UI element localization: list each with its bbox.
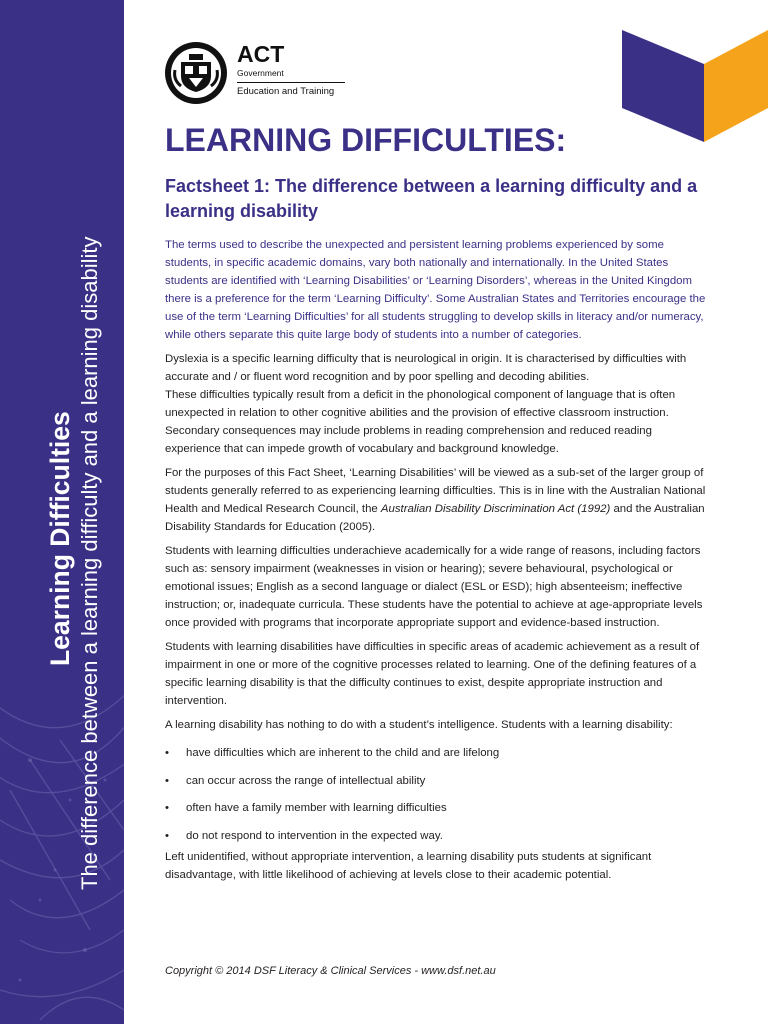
act-government-logo [163,40,353,106]
dyslexia-paragraph [165,350,710,386]
list-item-text: do not respond to intervention in the expected way. [186,829,443,842]
sidebar-title: Learning Difficulties [45,411,75,666]
characteristics-list [165,744,710,845]
conclusion-paragraph: Left unidentified, without appropriate intervention, a learning disability puts students at significant disadvantage, with little likelihood of achieving at levels close to their academic potential. [165,850,652,881]
copyright-footer: Copyright © 2014 DSF Literacy & Clinical Services - www.dsf.net.au [165,965,496,977]
list-item [165,827,710,845]
purpose-paragraph [165,464,710,536]
list-item-text: have difficulties which are inherent to the child and are lifelong [186,747,500,759]
intro-paragraph: The terms used to describe the unexpected and persistent learning problems experienced by some students, in specific academic domains, vary both nationally and internationally. In the United States students are identified with ‘Learning Disabilities’ or ‘Learning Disorders’, whereas in the United Kingdom there is a preference for the term ‘Learning Difficulty’. Some Australian States and Territories encourage the use of the term ‘Learning Difficulties’ for all students struggling to develop skills in literacy and/or numeracy, while others separate this quite large body of students into a number of categories. [165,239,706,341]
coat-of-arms-icon [163,40,229,106]
list-item [165,744,710,762]
factsheet-subtitle: Factsheet 1: The difference between a learning difficulty and a learning disability [165,176,698,221]
logo-divider [237,82,345,83]
article-body [165,236,710,890]
act-reference: Australian Disability Discrimination Act (1992) [380,503,611,515]
list-item [165,799,710,817]
page-title: LEARNING DIFFICULTIES: [165,122,567,158]
sidebar-band [0,0,124,1024]
disabilities-paragraph: Students with learning disabilities have difficulties in specific areas of academic achievement as a result of impairment in one or more of the cognitive processes related to learning. One of the defining features of a specific learning disability is that the difficulty continues to exist, despite appropriate instruction and intervention. [165,641,700,707]
bullet-marker: • [165,774,169,787]
list-item-text: can occur across the range of intellectual ability [186,774,426,787]
logo-department-text: Education and Training [237,86,335,97]
list-item [165,772,710,790]
sidebar-subtitle: The difference between a learning difficulty and a learning disability [77,236,102,890]
bullet-marker: • [165,747,169,759]
logo-act-text: ACT [237,41,285,67]
intelligence-paragraph: A learning disability has nothing to do with a student’s intelligence. Students with a learning disability: [165,719,673,731]
difficulties-paragraph: Students with learning difficulties underachieve academically for a wide range of reasons, including factors such as: sensory impairment (weaknesses in vision or hearing); severe behavioural, psychological or emotional issues; English as a second language or dialect (ESL or ESD); high absenteeism; ineffective instruction; or, inadequate curricula. These students have the potential to achieve at age-appropriate levels once provided with programs that incorporate appropriate support and evidence-based instruction. [165,545,703,629]
deficit-paragraph: These difficulties typically result from a deficit in the phonological component of language that is often unexpected in relation to other cognitive abilities and the provision of effective classroom instruction. Secondary consequences may include problems in reading comprehension and reduced reading experience that can impede growth of vocabulary and background knowledge. [165,389,676,455]
purpose-text-end: and the Australian Disability Standards for Education (2005). [165,503,705,533]
bullet-marker: • [165,829,169,842]
bullet-marker: • [165,802,169,814]
logo-government-text: Government [237,68,284,78]
dyslexia-definition-text: Dyslexia is a specific learning difficulty that is neurological in origin. It is characterised by difficulties with accurate and / or fluent word recognition and by poor spelling and decoding abilities. [165,353,687,383]
purpose-text-start: For the purposes of this Fact Sheet, ‘Learning Disabilities’ will be viewed as a sub-set of the larger group of students generally referred to as experiencing learning difficulties. This is in line with the Australian National Health and Medical Research Council, the [165,467,706,515]
list-item-text: often have a family member with learning difficulties [186,802,447,814]
